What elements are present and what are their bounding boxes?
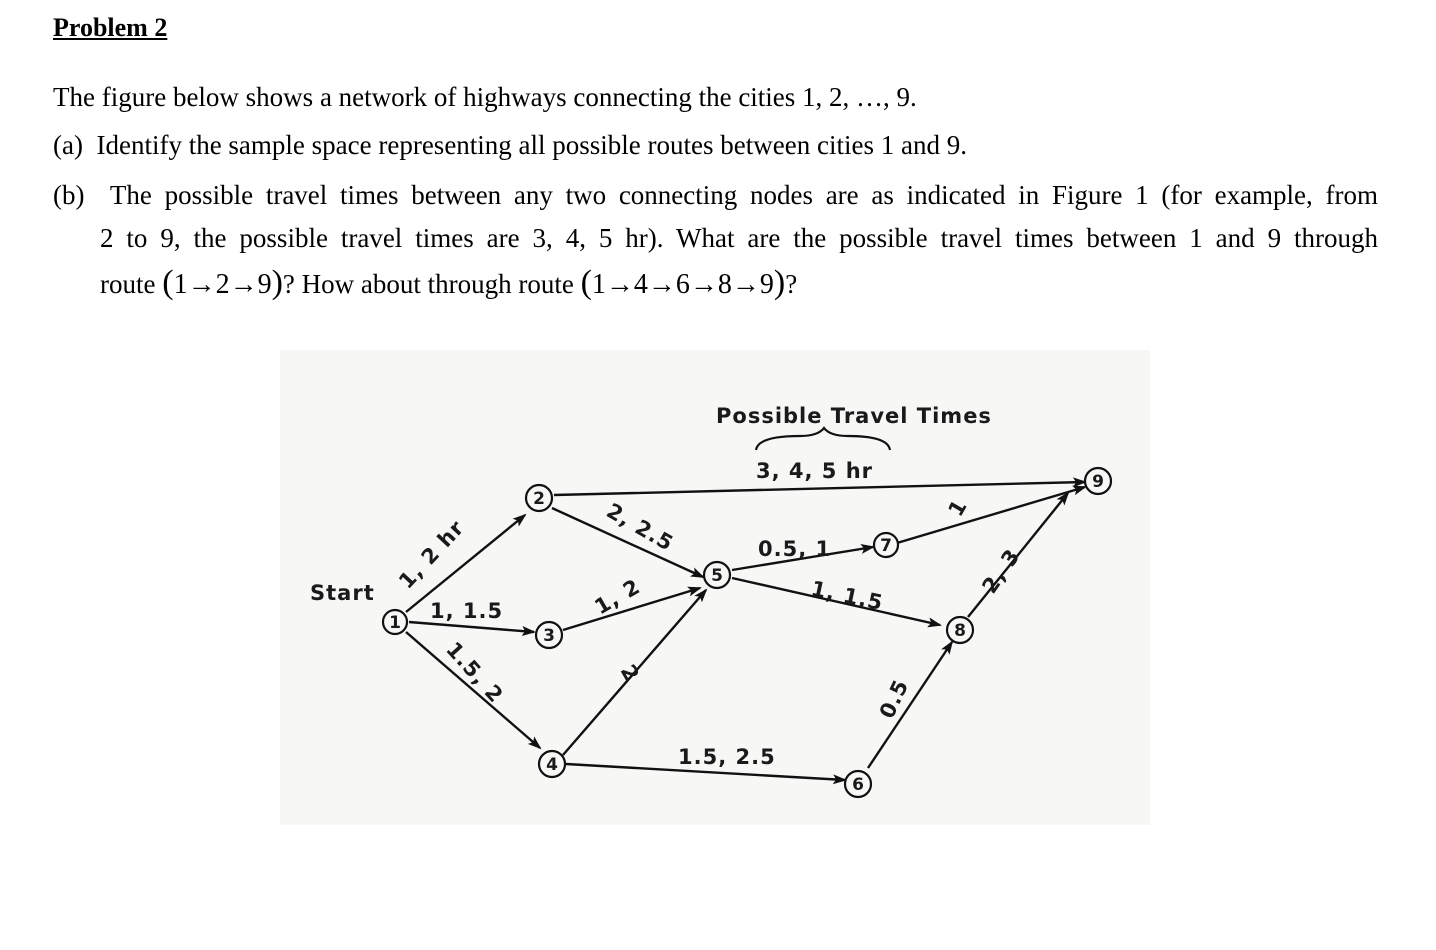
edge-7-9 xyxy=(897,487,1085,543)
node-3-label: 3 xyxy=(543,626,555,646)
node-5-label: 5 xyxy=(711,566,723,586)
legend-title: Possible Travel Times xyxy=(716,404,992,428)
edge-label-8-9: 2, 3 xyxy=(977,544,1025,598)
edge-1-4 xyxy=(406,632,540,748)
edge-label-6-8: 0.5 xyxy=(874,675,914,723)
route-1: 1→2→9 xyxy=(173,269,272,300)
node-9-label: 9 xyxy=(1092,472,1104,492)
legend-example: 3, 4, 5 hr xyxy=(756,459,874,483)
part-b-text-1: The possible travel times between any two connecting nodes are as indicated in Figure 1 (for example, from xyxy=(109,180,1378,210)
edge-label-5-8: 1, 1.5 xyxy=(808,576,886,616)
intro-paragraph: The figure below shows a network of highways connecting the cities 1, 2, …, 9. xyxy=(53,82,917,112)
start-label: Start xyxy=(310,581,375,605)
edge-label-4-5: 2 xyxy=(615,660,645,687)
node-8-label: 8 xyxy=(954,621,966,641)
node-6-label: 6 xyxy=(852,775,864,795)
edge-2-9 xyxy=(554,482,1085,495)
part-a-text: Identify the sample space representing all possible routes between cities 1 and 9. xyxy=(96,130,967,160)
node-4-label: 4 xyxy=(546,755,558,775)
part-b-line-3: route (1→2→9)? How about through route (1→4→6→8→9)? xyxy=(100,264,798,301)
part-a-label: (a) xyxy=(53,130,83,160)
part-b-label: (b) xyxy=(53,180,85,210)
edge-1-3 xyxy=(409,622,534,632)
route-2: 1→4→6→8→9 xyxy=(591,269,774,300)
node-7-label: 7 xyxy=(880,536,892,556)
network-diagram xyxy=(280,350,1150,825)
problem-heading: Problem 2 xyxy=(53,13,168,42)
edge-label-1-4: 1.5, 2 xyxy=(441,637,509,708)
legend-brace xyxy=(756,428,890,450)
part-b-line-2: 2 to 9, the possible travel times are 3, 4, 5 hr). What are the possible travel times between 1 and 9 through xyxy=(100,223,1378,253)
node-1-label: 1 xyxy=(389,613,401,633)
edge-label-7-9: 1 xyxy=(943,494,973,521)
highway-network-figure xyxy=(280,350,1150,825)
edge-label-1-2: 1, 2 hr xyxy=(394,515,470,594)
question-mark: ? xyxy=(785,269,798,299)
node-2-label: 2 xyxy=(533,489,545,509)
edge-label-5-7: 0.5, 1 xyxy=(758,537,832,561)
edge-label-1-3: 1, 1.5 xyxy=(430,599,504,623)
edge-label-2-5: 2, 2.5 xyxy=(602,498,678,556)
route-question: ? How about through route xyxy=(282,269,574,299)
route-word: route xyxy=(100,269,156,299)
edge-label-3-5: 1, 2 xyxy=(590,574,645,620)
part-b-line-1 xyxy=(53,178,1378,212)
part-a xyxy=(53,128,967,162)
edge-label-4-6: 1.5, 2.5 xyxy=(678,745,776,769)
